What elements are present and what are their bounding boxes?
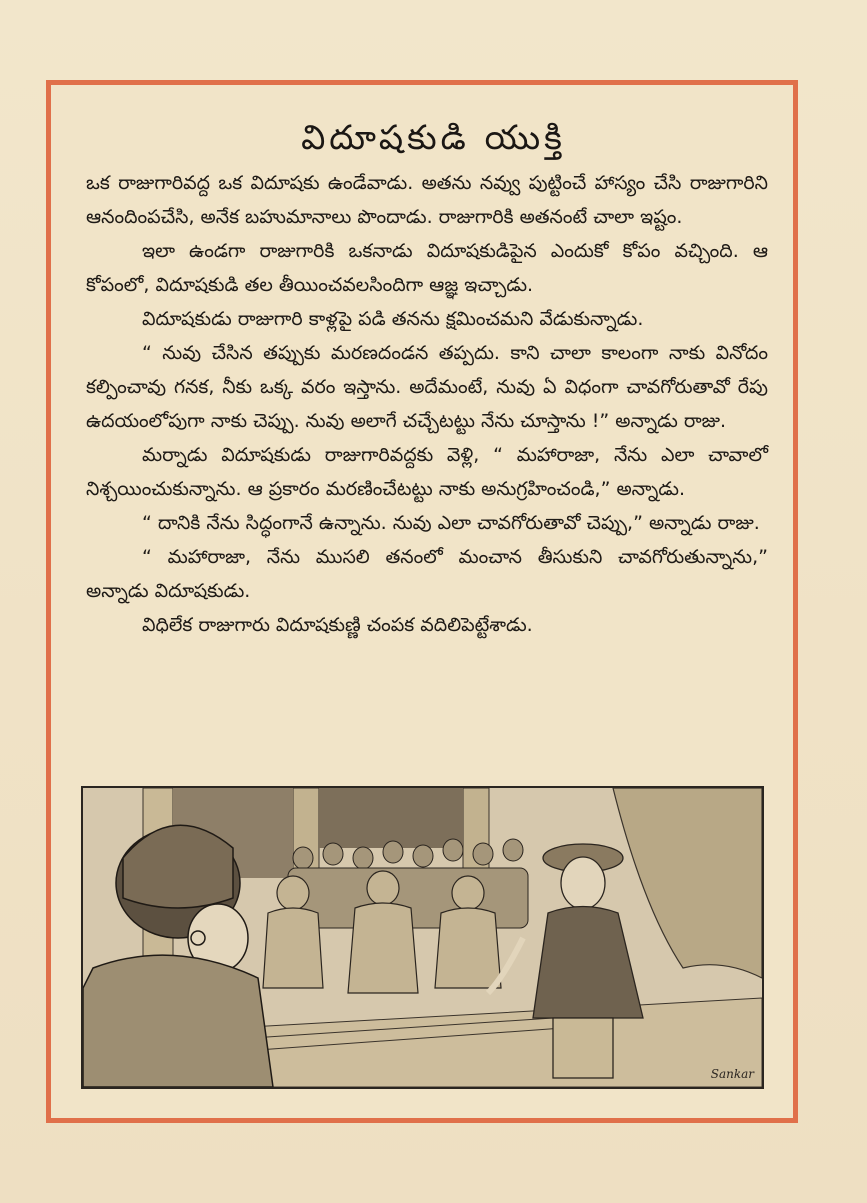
paragraph-5: మర్నాడు విదూషకుడు రాజుగారివద్దకు వెళ్లి, “ మహారాజా, నేను ఎలా చావాలో నిశ్చయించుకున్నాను. ఆ ప్రకారం మరణించేటట్టు నాకు అనుగ్రహించండి,” అన్నాడు. [86,444,768,500]
story-body [86,166,768,642]
court-scene-drawing [83,788,762,1087]
paragraph-1: ఒక రాజుగారివద్ద ఒక విదూషకు ఉండేవాడు. అతను నవ్వు పుట్టించే హాస్యం చేసి రాజుగారిని ఆనందింపచేసి, అనేక బహుమానాలు పొందాడు. రాజుగారికి అతనంటే చాలా ఇష్టం. [86,172,768,228]
paragraph-7: “ మహారాజా, నేను ముసలి తనంలో మంచాన తీసుకుని చావగోరుతున్నాను,” అన్నాడు విదూషకుడు. [86,546,768,602]
story-title: విదూషకుడి యుక్తి [301,118,566,158]
paragraph-4: “ నువు చేసిన తప్పుకు మరణదండన తప్పదు. కాని చాలా కాలంగా నాకు వినోదం కల్పించావు గనక, నీకు ఒక్క వరం ఇస్తాను. అదేమంటే, నువు ఏ విధంగా చావగోరుతావో రేపు ఉదయంలోపుగా నాకు చెప్పు. నువు అలాగే చచ్చేటట్టు నేను చూస్తాను !” అన్నాడు రాజు. [86,342,768,432]
paragraph-3: విదూషకుడు రాజుగారి కాళ్లపై పడి తనను క్షమించమని వేడుకున్నాడు. [142,308,644,330]
paragraph-8: విధిలేక రాజుగారు విదూషకుణ్ణి చంపక వదిలిపెట్టేశాడు. [142,614,533,636]
paragraph-2: ఇలా ఉండగా రాజుగారికి ఒకనాడు విదూషకుడిపైన ఎందుకో కోపం వచ్చింది. ఆ కోపంలో, విదూషకుడి తల తీయించవలసిందిగా ఆజ్ఞ ఇచ్చాడు. [86,240,768,296]
paragraph-6: “ దానికి నేను సిద్ధంగానే ఉన్నాను. నువు ఎలా చావగోరుతావో చెప్పు,” అన్నాడు రాజు. [142,512,760,534]
artist-signature: Sankar [710,1067,754,1081]
court-scene-illustration [81,786,764,1089]
